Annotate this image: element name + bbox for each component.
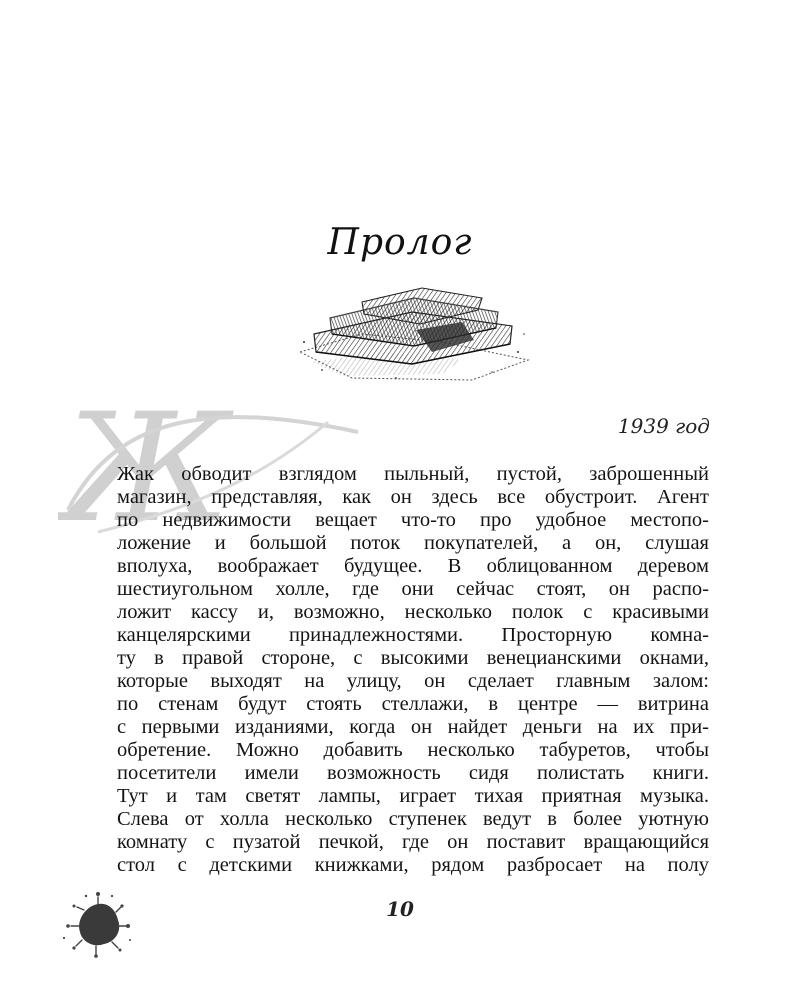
text-line: канцелярскими принадлежностями. Просторную комна- (117, 624, 709, 646)
text-line: Слева от холла несколько ступенек ведут в более уютную (117, 808, 709, 830)
text-line: посетители имели возможность сидя полистать книги. (117, 762, 709, 784)
chapter-title: Пролог (327, 222, 473, 263)
page-number: 10 (386, 897, 414, 921)
text-line: ту в правой стороне, с высокими венецианскими окнами, (117, 647, 709, 669)
text-line: по недвижимости вещает что-то про удобное местопо- (117, 509, 709, 531)
text-line: вполуха, воображает будущее. В облицованном деревом (117, 555, 709, 577)
text-line: Жак обводит взглядом пыльный, пустой, заброшенный (117, 463, 709, 485)
stack-of-books-illustration (292, 282, 536, 384)
text-line: которые выходят на улицу, он сделает главным залом: (117, 670, 709, 692)
text-line: с первыми изданиями, когда он найдет деньги на их при- (117, 716, 709, 738)
text-line: по стенам будут стоять стеллажи, в центре — витрина (117, 693, 709, 715)
text-line: ложение и большой поток покупателей, а он, слушая (117, 532, 709, 554)
svg-text:Ж: Ж (62, 392, 231, 542)
text-line: обретение. Можно добавить несколько табуретов, чтобы (117, 739, 709, 761)
text-line: Тут и там светят лампы, играет тихая приятная музыка. (117, 785, 709, 807)
text-line: ложит кассу и, возможно, несколько полок с красивыми (117, 601, 709, 623)
text-line: комнату с пузатой печкой, где он поставит вращающийся (117, 831, 709, 853)
text-line: шестиугольном холле, где они сейчас стоят, он распо- (117, 578, 709, 600)
year-label: 1939 год (617, 414, 710, 438)
body-text (117, 463, 709, 877)
text-line: стол с детскими книжками, рядом разбросает на полу (117, 854, 709, 876)
text-line: магазин, представляя, как он здесь все обустроит. Агент (117, 486, 709, 508)
